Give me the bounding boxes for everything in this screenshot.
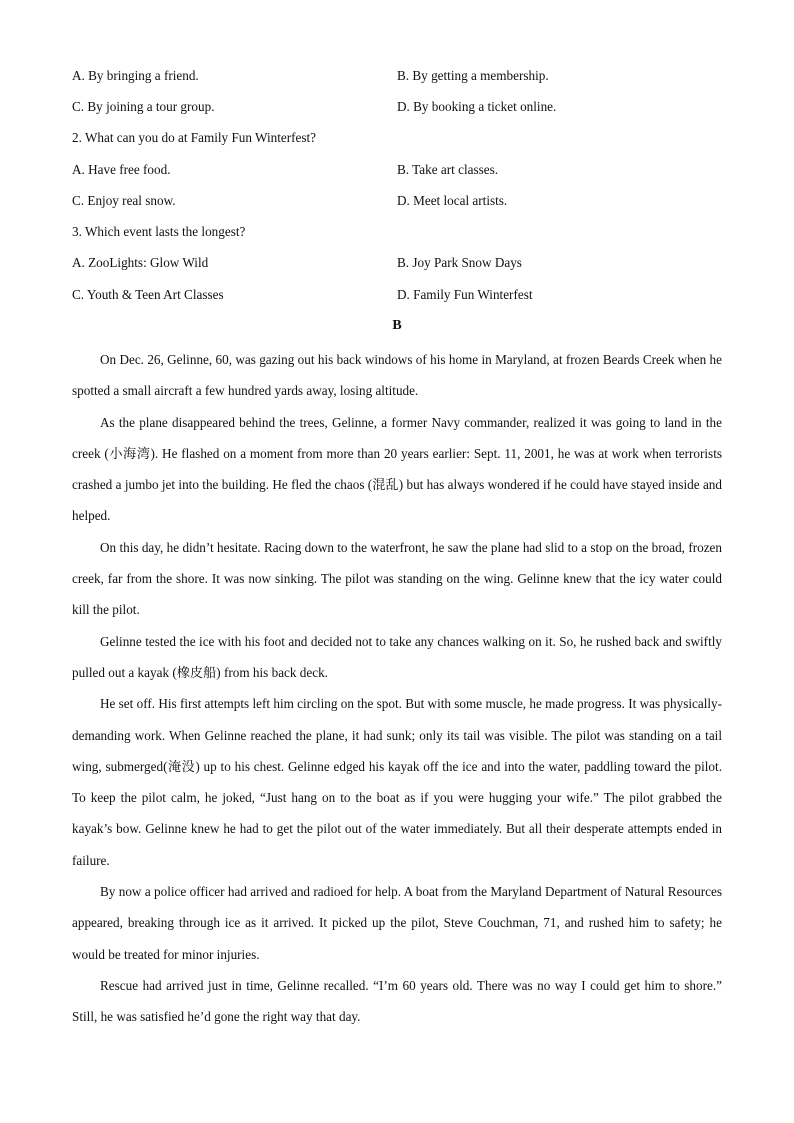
q1-option-d: D. By booking a ticket online. (397, 99, 557, 114)
passage-paragraph-6: By now a police officer had arrived and radioed for help. A boat from the Maryland Department of Natural Resources appeared, breaking through ice as it arrived. It picked up the pilot, Steve Couchman, 71, and rushed him to safety; he would be treated for minor injuries. (72, 884, 722, 962)
q1-option-b: B. By getting a membership. (397, 68, 549, 83)
question-2-stem: 2. What can you do at Family Fun Winterfest? (72, 130, 316, 145)
passage-paragraph-4: Gelinne tested the ice with his foot and decided not to take any chances walking on it. So, he rushed back and swiftly pulled out a kayak (橡皮船) from his back deck. (72, 633, 722, 680)
q1-options-row-1 (72, 68, 732, 88)
q3-option-c: C. Youth & Teen Art Classes (72, 287, 224, 302)
q2-options-row-2 (72, 193, 732, 213)
section-b-heading: B (392, 318, 402, 333)
q3-option-d: D. Family Fun Winterfest (397, 287, 533, 302)
q2-options-row-1 (72, 162, 732, 182)
q2-option-d: D. Meet local artists. (397, 193, 508, 208)
passage-paragraph-5: He set off. His first attempts left him circling on the spot. But with some muscle, he made progress. It was physically-demanding work. When Gelinne reached the plane, it had sunk; only its tail was visible. The pilot was standing on a tail wing, submerged(淹没) up to his chest. Gelinne edged his kayak off the ice and into the water, paddling toward the pilot. To keep the pilot calm, he joked, “Just hang on to the boat as if you were hugging your wife.” The pilot grabbed the kayak’s bow. Gelinne knew he had to get the pilot out of the water immediately. But all their desperate attempts ended in failure. (72, 696, 723, 868)
q3-options-row-2 (72, 287, 732, 307)
q3-option-b: B. Joy Park Snow Days (397, 255, 522, 270)
q1-option-a: A. By bringing a friend. (72, 68, 199, 83)
passage-paragraph-7: Rescue had arrived just in time, Gelinne recalled. “I’m 60 years old. There was no way I could get him to shore.” Still, he was satisfied he’d gone the right way that day. (72, 977, 722, 1025)
q3-options-row-1 (72, 255, 732, 275)
q1-option-c: C. By joining a tour group. (72, 99, 215, 114)
q1-options-row-2 (72, 99, 732, 119)
q2-option-c: C. Enjoy real snow. (72, 193, 176, 208)
q2-option-b: B. Take art classes. (397, 162, 499, 177)
reading-passage (72, 344, 722, 1033)
passage-paragraph-3: On this day, he didn’t hesitate. Racing down to the waterfront, he saw the plane had slid to a stop on the broad, frozen creek, far from the shore. It was now sinking. The pilot was standing on the wing. Gelinne knew that the icy water could kill the pilot. (72, 539, 722, 618)
q3-option-a: A. ZooLights: Glow Wild (72, 255, 209, 270)
q2-option-a: A. Have free food. (72, 162, 171, 177)
passage-paragraph-1: On Dec. 26, Gelinne, 60, was gazing out his back windows of his home in Maryland, at frozen Beards Creek when he spotted a small aircraft a few hundred yards away, losing altitude. (72, 352, 722, 399)
passage-paragraph-2: As the plane disappeared behind the trees, Gelinne, a former Navy commander, realized it was going to land in the creek (小海湾). He flashed on a moment from more than 20 years earlier: Sept. 11, 2001, he was at work when terrorists crashed a jumbo jet into the building. He fled the chaos (混乱) but has always wondered if he could have stayed inside and helped. (72, 414, 722, 524)
question-3-stem: 3. Which event lasts the longest? (72, 224, 246, 239)
